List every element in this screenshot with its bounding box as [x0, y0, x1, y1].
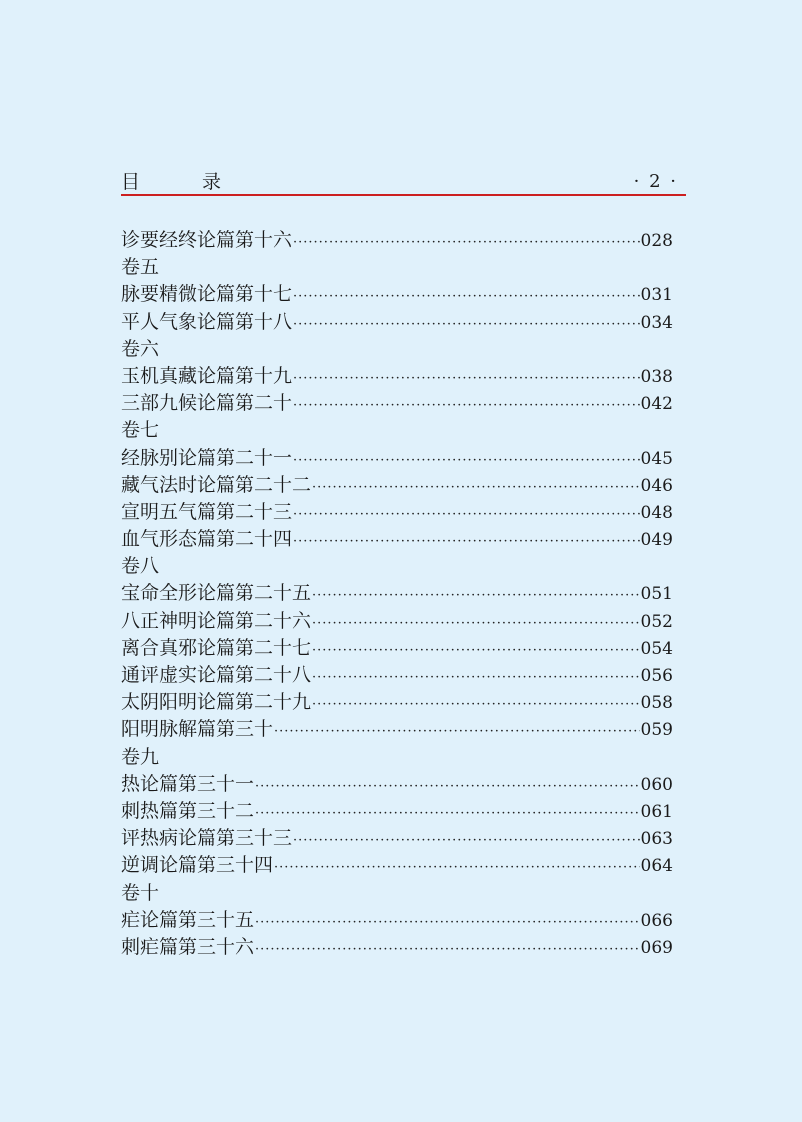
toc-entry[interactable] [121, 227, 673, 254]
toc-entry[interactable] [121, 608, 673, 635]
dot-leader [274, 854, 640, 881]
toc-entry[interactable] [121, 309, 673, 336]
toc-entry-title: 藏气法时论篇第二十二 [121, 473, 312, 496]
toc-entry-page: 048 [640, 502, 673, 523]
toc-entry[interactable] [121, 499, 673, 526]
toc-entry-page: 049 [640, 530, 673, 551]
toc-entry-page: 059 [640, 720, 673, 741]
toc-entry[interactable] [121, 716, 673, 743]
dot-leader [293, 311, 640, 338]
toc-entry[interactable] [121, 907, 673, 934]
toc-volume-heading[interactable] [121, 336, 673, 363]
page-title-char-2: 录 [202, 171, 222, 193]
dot-leader [293, 283, 640, 310]
toc-entry-title: 三部九候论篇第二十 [121, 392, 293, 415]
toc-entry[interactable] [121, 825, 673, 852]
toc-volume-label: 卷八 [121, 555, 160, 578]
toc-entry[interactable] [121, 662, 673, 689]
toc-entry-page: 028 [640, 231, 673, 251]
toc-entry[interactable] [121, 526, 673, 553]
toc-entry-title: 刺热篇第三十二 [121, 799, 255, 822]
toc-entry[interactable] [121, 852, 673, 879]
dot-leader [312, 664, 640, 691]
toc-volume-label: 卷九 [121, 745, 160, 768]
toc-entry[interactable] [121, 363, 673, 390]
toc-entry[interactable] [121, 390, 673, 417]
toc-entry[interactable] [121, 689, 673, 716]
dot-leader [274, 718, 640, 745]
dot-leader [255, 936, 640, 963]
toc-entry-page: 052 [640, 611, 673, 632]
toc-entry-title: 平人气象论篇第十八 [121, 310, 293, 333]
toc-entry-title: 刺疟篇第三十六 [121, 935, 255, 958]
toc-entry-page: 038 [640, 366, 673, 387]
dot-leader [293, 229, 640, 256]
toc-entry[interactable] [121, 771, 673, 798]
toc-entry-page: 056 [640, 666, 673, 686]
toc-entry-page: 046 [640, 475, 673, 496]
dot-leader [255, 909, 640, 936]
toc-entry[interactable] [121, 798, 673, 825]
toc-entry-page: 060 [640, 774, 673, 795]
toc-entry[interactable] [121, 580, 673, 607]
toc-entry-title: 阳明脉解篇第三十 [121, 718, 274, 741]
dot-leader [293, 827, 640, 854]
toc-entry-title: 玉机真藏论篇第十九 [121, 364, 293, 387]
toc-volume-heading[interactable] [121, 254, 673, 281]
toc-entry-title: 宝命全形论篇第二十五 [121, 582, 312, 605]
toc-entry[interactable] [121, 445, 673, 472]
toc-volume-label: 卷五 [121, 256, 160, 279]
toc-entry-title: 离合真邪论篇第二十七 [121, 636, 312, 659]
toc-entry-page: 061 [640, 801, 673, 822]
toc-volume-heading[interactable] [121, 744, 673, 771]
dot-leader [293, 447, 640, 474]
toc-volume-label: 卷七 [121, 419, 160, 442]
toc-entry-title: 疟论篇第三十五 [121, 908, 255, 931]
toc-entry-title: 热论篇第三十一 [121, 772, 255, 795]
toc-entry-title: 经脉别论篇第二十一 [121, 446, 293, 469]
toc-entry-title: 脉要精微论篇第十七 [121, 283, 293, 306]
toc-entry[interactable] [121, 472, 673, 499]
toc-entry-title: 宣明五气篇第二十三 [121, 500, 293, 523]
toc-volume-label: 卷六 [121, 337, 160, 360]
toc-entry-page: 064 [640, 856, 673, 877]
toc-entry-title: 太阴阳明论篇第二十九 [121, 691, 312, 714]
toc-entry-page: 069 [640, 937, 673, 958]
dot-leader [293, 392, 640, 419]
toc-entry-page: 042 [640, 394, 673, 415]
toc-entry-page: 066 [640, 910, 673, 931]
page-header [121, 170, 686, 194]
toc-volume-heading[interactable] [121, 417, 673, 444]
dot-leader [312, 474, 640, 501]
toc-entry-page: 034 [640, 312, 673, 333]
header-rule [121, 194, 686, 196]
toc-entry-page: 045 [640, 448, 673, 469]
toc-entry-page: 031 [640, 285, 673, 306]
toc-entry-title: 逆调论篇第三十四 [121, 854, 274, 877]
toc-entry-page: 051 [640, 584, 673, 605]
toc-entry[interactable] [121, 635, 673, 662]
toc-entry-title: 评热病论篇第三十三 [121, 827, 293, 850]
dot-leader [312, 691, 640, 718]
dot-leader [312, 637, 640, 664]
dot-leader [255, 800, 640, 827]
toc-volume-heading[interactable] [121, 880, 673, 907]
dot-leader [255, 773, 640, 800]
toc-volume-label: 卷十 [121, 881, 160, 904]
page-title [121, 170, 221, 194]
toc-entry-title: 诊要经终论篇第十六 [121, 229, 293, 251]
toc-entry-page: 063 [640, 829, 673, 850]
toc-entry[interactable] [121, 281, 673, 308]
page-number: · 2 · [633, 171, 678, 192]
dot-leader [312, 610, 640, 637]
table-of-contents [121, 227, 673, 961]
page-title-char-1: 目 [121, 171, 141, 193]
toc-entry-title: 八正神明论篇第二十六 [121, 609, 312, 632]
toc-entry-page: 054 [640, 638, 673, 659]
dot-leader [293, 501, 640, 528]
toc-volume-heading[interactable] [121, 553, 673, 580]
toc-entry-page: 058 [640, 693, 673, 714]
dot-leader [293, 365, 640, 392]
toc-entry-title: 通评虚实论篇第二十八 [121, 664, 312, 686]
toc-entry[interactable] [121, 934, 673, 961]
dot-leader [293, 528, 640, 555]
dot-leader [312, 582, 640, 609]
toc-entry-title: 血气形态篇第二十四 [121, 528, 293, 551]
